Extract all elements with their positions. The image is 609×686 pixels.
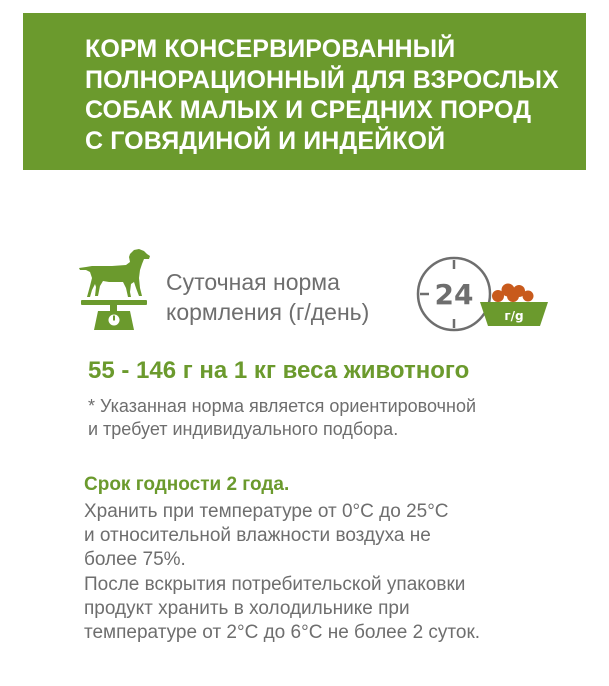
shelf-life-title: Срок годности 2 года. xyxy=(84,474,290,495)
dose-note xyxy=(88,395,476,441)
storage-line-6: температуре от 2°С до 6°С не более 2 суток. xyxy=(84,622,481,644)
storage-line-2: и относительной влажности воздуха не xyxy=(84,525,431,547)
clock-number: 24 xyxy=(434,278,474,311)
dose-value: 55 - 146 г на 1 кг веса животного xyxy=(88,357,470,384)
storage-line-4: После вскрытия потребительской упаковки xyxy=(84,573,466,595)
daily-norm-label-line-1: Суточная норма xyxy=(166,269,340,295)
title-line-3: СОБАК МАЛЫХ И СРЕДНИХ ПОРОД xyxy=(85,96,532,124)
bowl-unit: г/g xyxy=(504,309,524,323)
storage-line-5: продукт хранить в холодильнике при xyxy=(84,597,410,619)
title-line-1: КОРМ КОНСЕРВИРОВАННЫЙ xyxy=(85,35,456,63)
clock-bowl-icon xyxy=(414,254,549,334)
storage-instructions xyxy=(84,500,480,645)
daily-norm-label xyxy=(166,267,369,327)
title-line-4: С ГОВЯДИНОЙ И ИНДЕЙКОЙ xyxy=(85,126,446,155)
dose-note-line-2: и требует индивидуального подбора. xyxy=(88,419,399,439)
dog-on-scale-icon xyxy=(76,244,156,336)
storage-line-1: Хранить при температуре от 0°С до 25°С xyxy=(84,501,449,522)
title-line-2: ПОЛНОРАЦИОННЫЙ ДЛЯ ВЗРОСЛЫХ xyxy=(85,65,559,94)
daily-norm-label-line-2: кормления (г/день) xyxy=(166,299,370,325)
product-title-banner xyxy=(23,13,586,170)
dose-note-line-1: * Указанная норма является ориентировочной xyxy=(88,396,477,416)
storage-line-3: более 75%. xyxy=(84,549,186,571)
